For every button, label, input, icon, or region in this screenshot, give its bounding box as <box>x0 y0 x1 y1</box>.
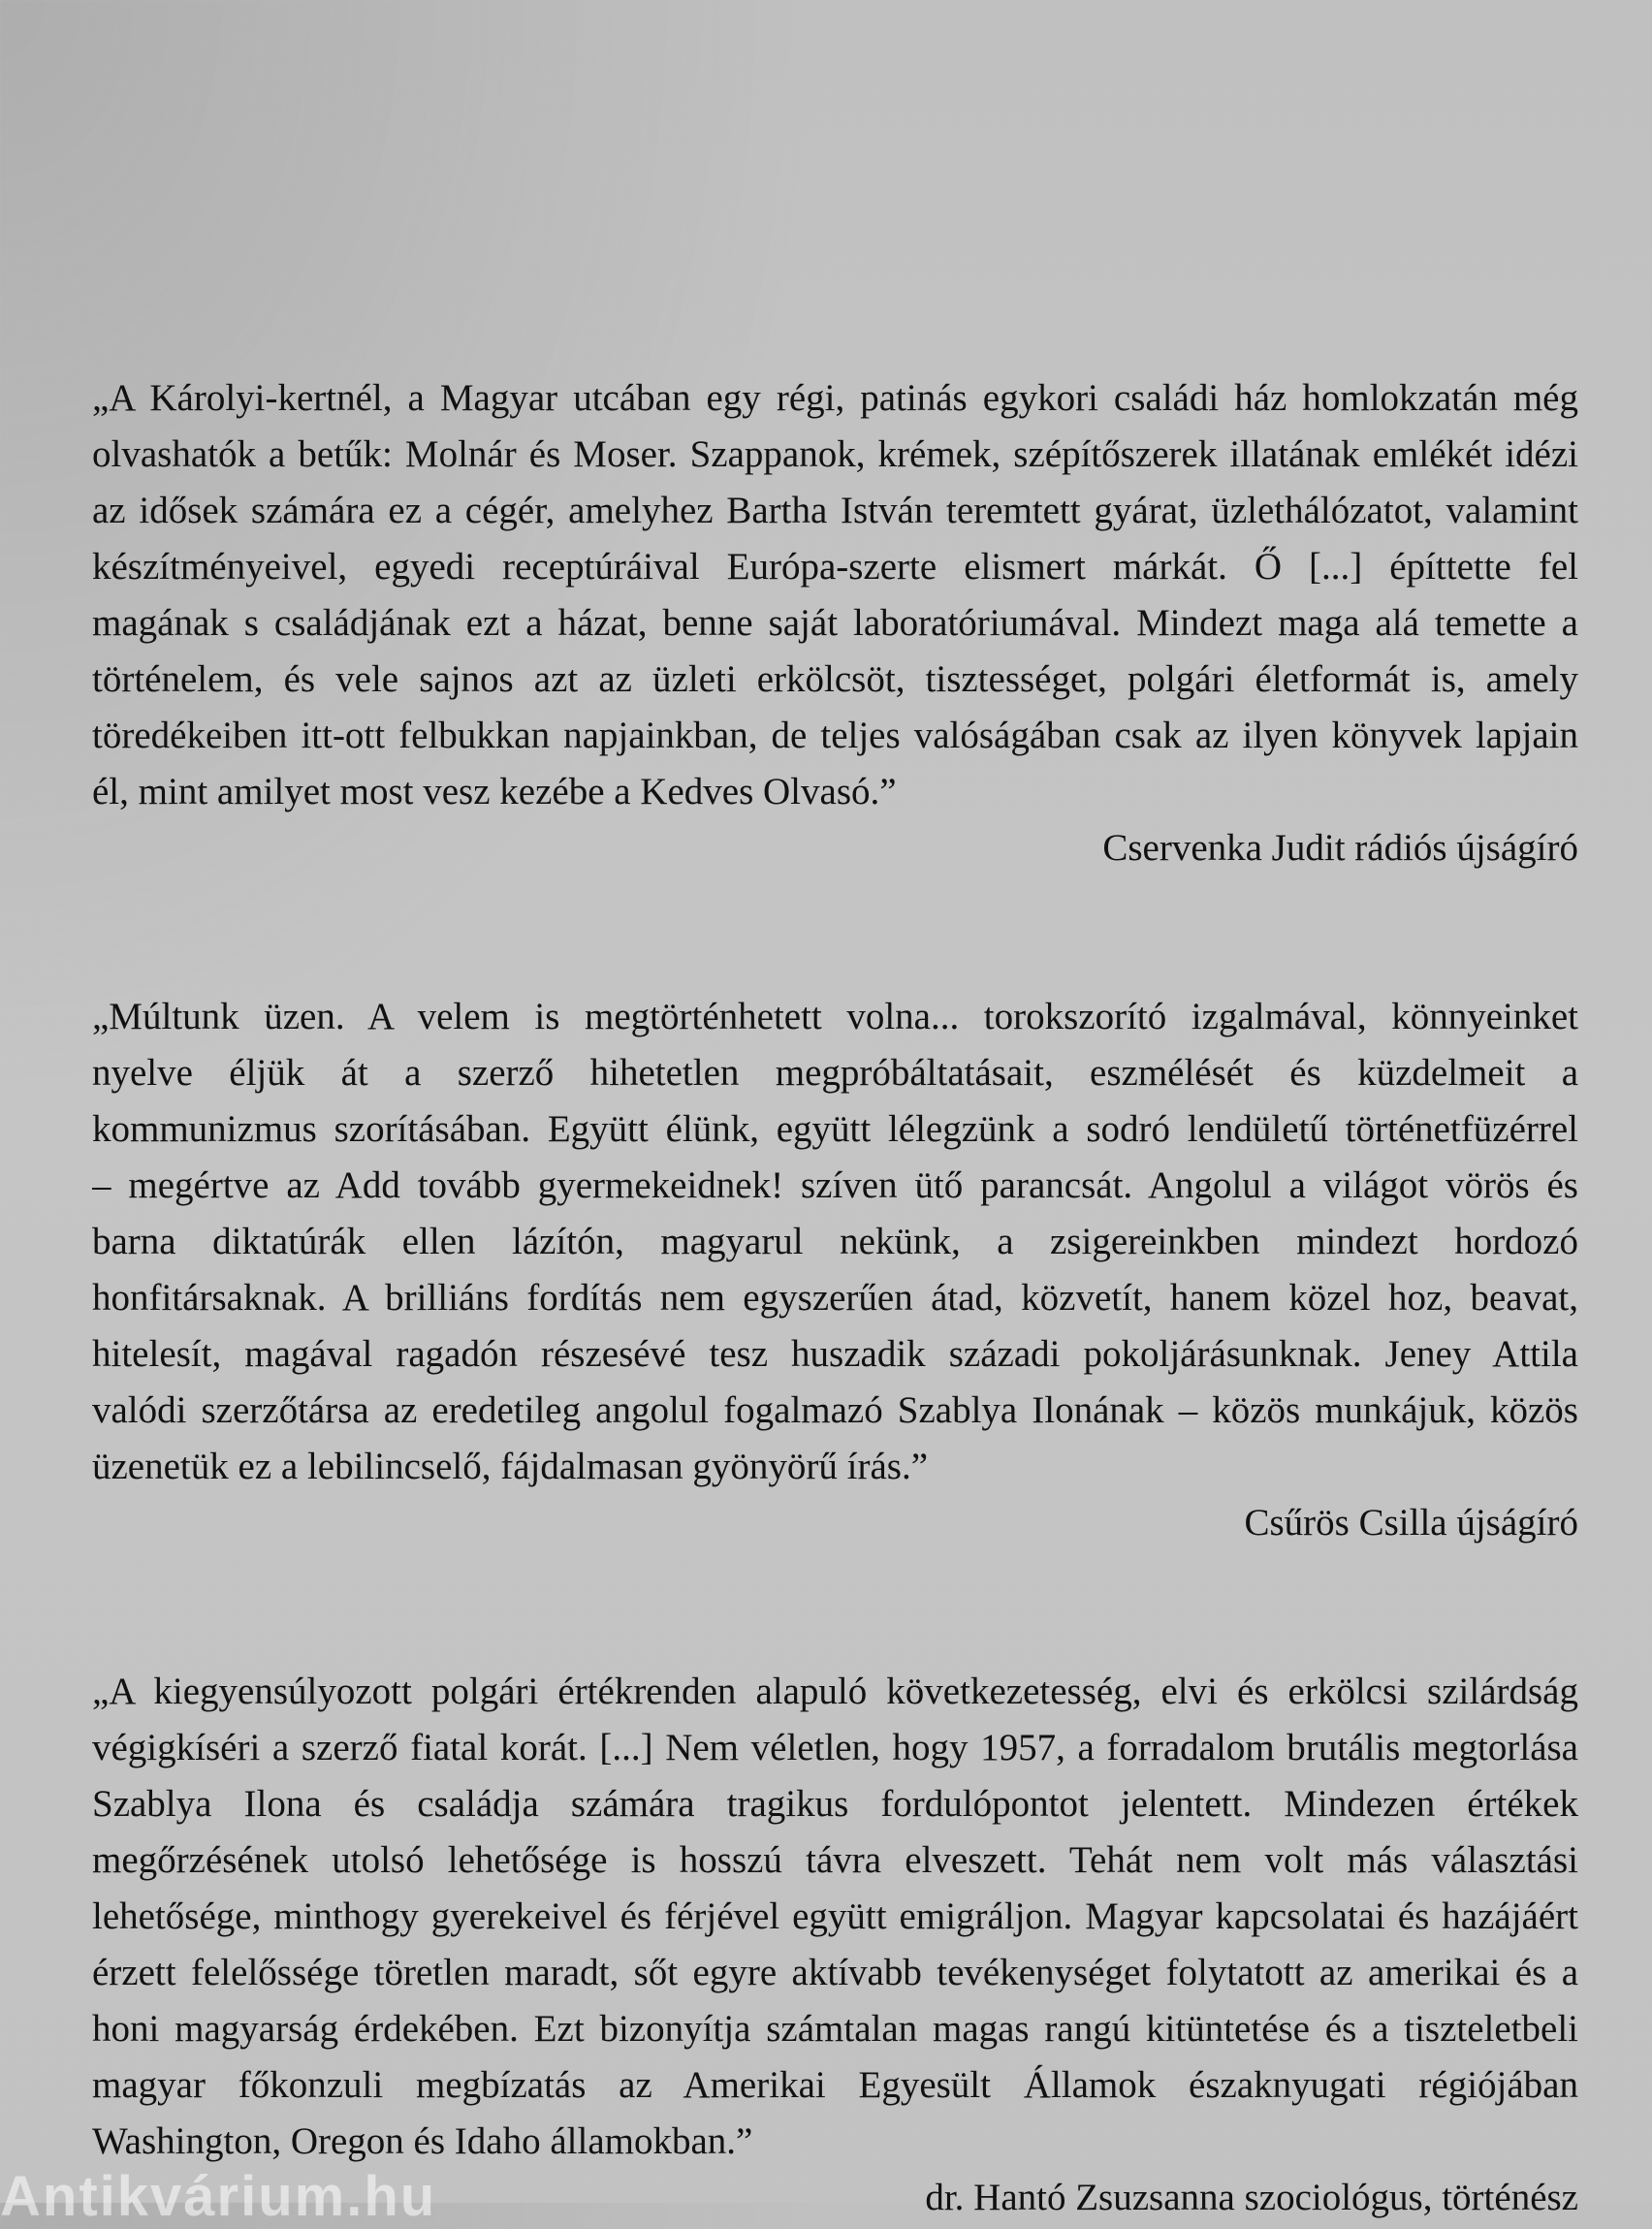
spacer <box>92 876 1578 989</box>
quote-line: „A Károlyi-kertnél, a Magyar utcában egy régi, patinás egykori családi ház homlokzatán még <box>92 377 1578 419</box>
quote-attribution: dr. Hantó Zsuzsanna szociológus, történész <box>925 2177 1578 2218</box>
quote-line: nyelve éljük át a szerző hihetetlen megpróbáltatásait, eszmélését és küzdelmeit a <box>92 1052 1578 1094</box>
quote-line: történelem, és vele sajnos azt az üzleti erkölcsöt, tisztességet, polgári életformát is, amely <box>92 658 1578 700</box>
quote-block-1 <box>92 370 1578 876</box>
quote-line: az idősek számára ez a cégér, amelyhez Bartha István teremtett gyárat, üzlethálózatot, valamint <box>92 490 1578 531</box>
quote-line: Washington, Oregon és Idaho államokban.” <box>92 2120 753 2162</box>
quote-attribution: Csűrös Csilla újságíró <box>1244 1502 1578 1544</box>
quote-attribution: Cservenka Judit rádiós újságíró <box>1102 827 1578 869</box>
quote-line: barna diktatúrák ellen lázítón, magyarul nekünk, a zsigereinkben mindezt hordozó <box>92 1221 1578 1262</box>
quote-line: Szablya Ilona és családja számára tragikus fordulópontot jelentett. Mindezen értékek <box>92 1783 1578 1825</box>
quote-block-3 <box>92 1664 1578 2226</box>
quote-line: kommunizmus szorításában. Együtt élünk, együtt lélegzünk a sodró lendületű történetfüzérrel <box>92 1108 1578 1150</box>
quote-line: él, mint amilyet most vesz kezébe a Kedves Olvasó.” <box>92 771 897 812</box>
quote-line: megőrzésének utolsó lehetősége is hosszú távra elveszett. Tehát nem volt más választási <box>92 1839 1578 1881</box>
quote-line: „Múltunk üzen. A velem is megtörténhetett volna... torokszorító izgalmával, könnyeinket <box>92 996 1578 1037</box>
quote-line: lehetősége, minthogy gyerekeivel és férjével együtt emigráljon. Magyar kapcsolatai és hazájáért <box>92 1895 1578 1937</box>
quote-line: hitelesít, magával ragadón részesévé tesz huszadik századi pokoljárásunknak. Jeney Attila <box>92 1333 1578 1375</box>
quote-line: készítményeivel, egyedi receptúráival Európa-szerte elismert márkát. Ő [...] építtette fel <box>92 546 1578 588</box>
quote-line: töredékeiben itt-ott felbukkan napjainkban, de teljes valóságában csak az ilyen könyvek lapjain <box>92 715 1578 756</box>
quote-line: olvashatók a betűk: Molnár és Moser. Szappanok, krémek, szépítőszerek illatának emlékét idézi <box>92 433 1578 475</box>
quote-line: honi magyarság érdekében. Ezt bizonyítja számtalan magas rangú kitüntetése és a tiszteletbeli <box>92 2008 1578 2050</box>
quote-line: „A kiegyensúlyozott polgári értékrenden alapuló következetesség, elvi és erkölcsi szilárdság <box>92 1671 1578 1712</box>
quote-line: – megértve az Add tovább gyermekeidnek! szíven ütő parancsát. Angolul a világot vörös és <box>92 1164 1578 1206</box>
quote-line: honfitársaknak. A brilliáns fordítás nem egyszerűen átad, közvetít, hanem közel hoz, beavat, <box>92 1277 1578 1319</box>
quote-line: végigkíséri a szerző fiatal korát. [...] Nem véletlen, hogy 1957, a forradalom brutális megtorlása <box>92 1727 1578 1768</box>
back-cover-text <box>92 370 1578 2226</box>
quote-block-2 <box>92 989 1578 1551</box>
watermark: Antikvárium.hu <box>0 2165 437 2228</box>
spacer <box>92 1551 1578 1664</box>
quote-line: üzenetük ez a lebilincselő, fájdalmasan gyönyörű írás.” <box>92 1446 928 1487</box>
quote-line: magyar főkonzuli megbízatás az Amerikai Egyesült Államok északnyugati régiójában <box>92 2064 1578 2106</box>
quote-line: magának s családjának ezt a házat, benne saját laboratóriumával. Mindezt maga alá temette a <box>92 602 1578 644</box>
quote-line: valódi szerzőtársa az eredetileg angolul fogalmazó Szablya Ilonának – közös munkájuk, közös <box>92 1389 1578 1431</box>
quote-line: érzett felelőssége töretlen maradt, sőt egyre aktívabb tevékenységet folytatott az amerikai és a <box>92 1952 1578 1993</box>
